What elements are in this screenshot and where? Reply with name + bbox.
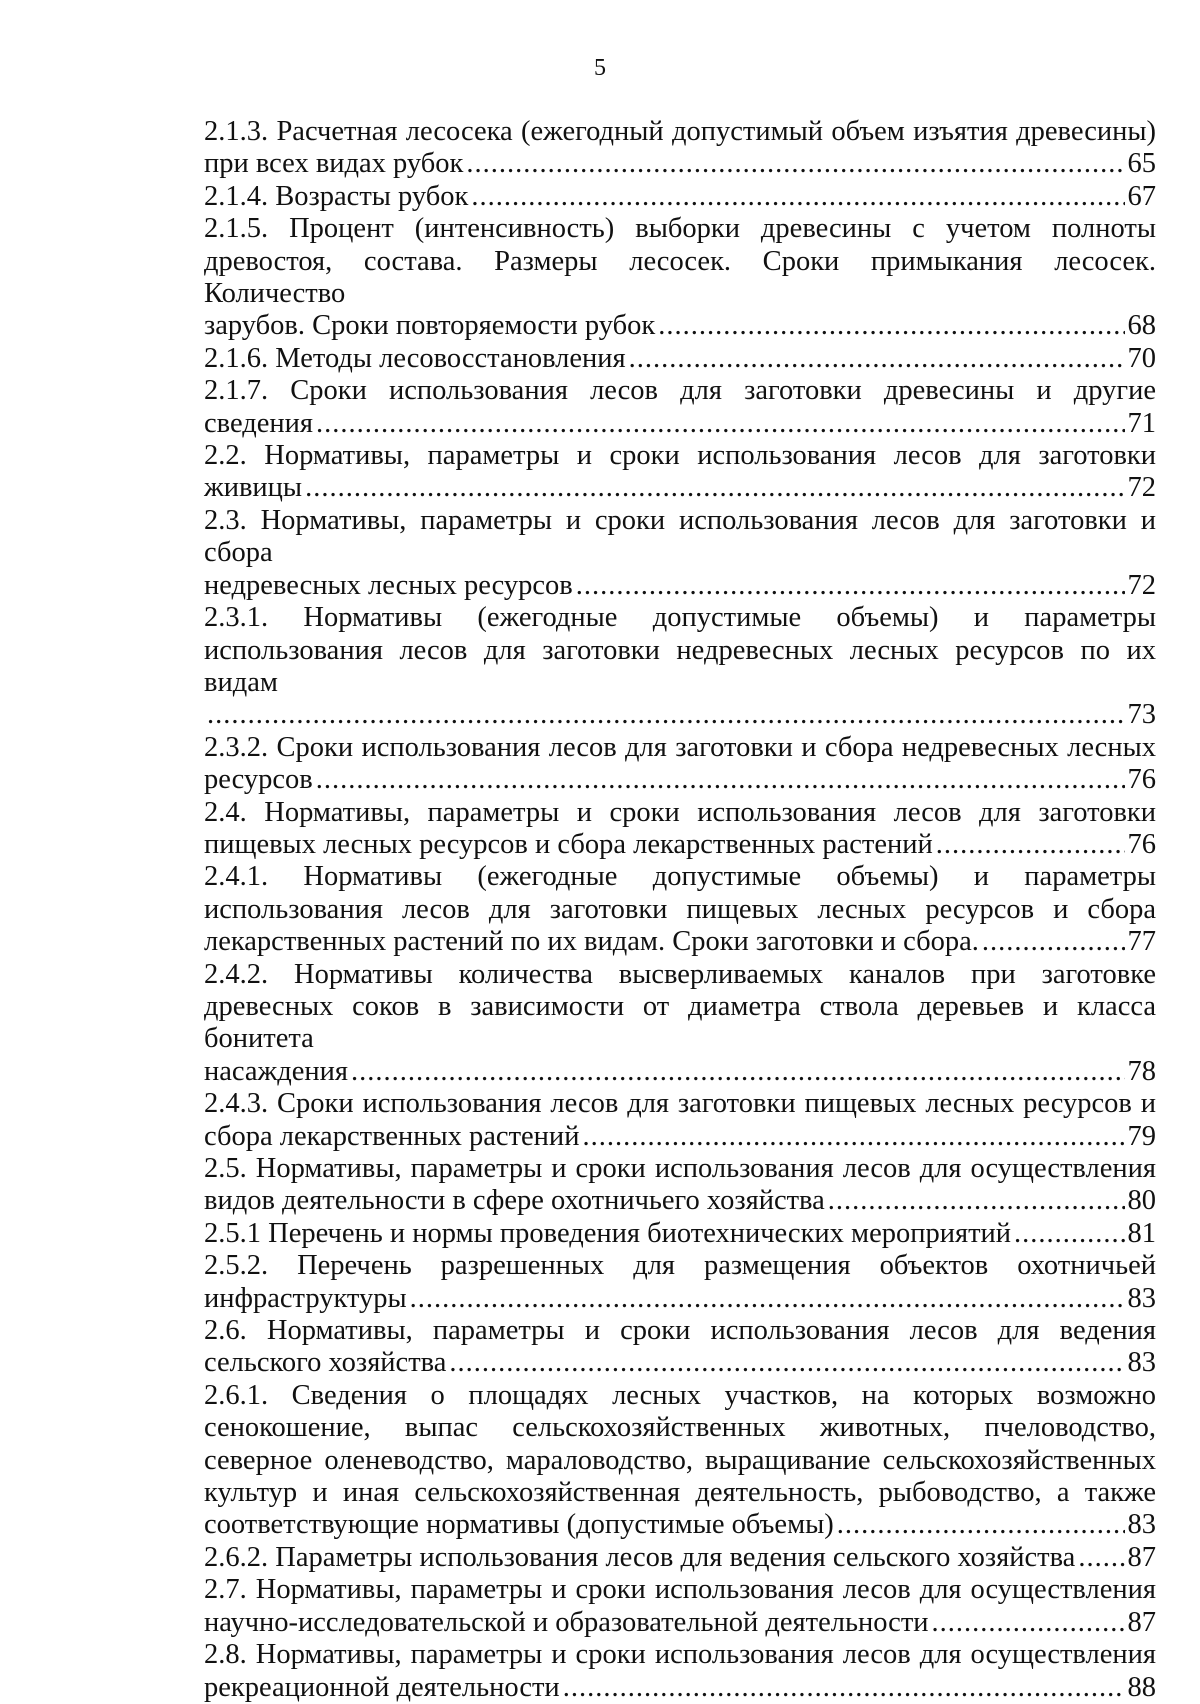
toc-page-number: 72 bbox=[1127, 472, 1156, 504]
dot-leader bbox=[582, 1121, 1124, 1153]
toc-entry-title: соответствующие нормативы (допустимые объемы) bbox=[204, 1509, 834, 1541]
toc-entry-line: 2.3.1. Нормативы (ежегодные допустимые объемы) и параметры bbox=[204, 602, 1156, 634]
toc-page-number: 83 bbox=[1127, 1347, 1156, 1379]
toc-entry-leader-line bbox=[204, 1347, 1156, 1379]
toc-entry[interactable] bbox=[204, 1218, 1156, 1250]
toc-entry-line: 2.4.2. Нормативы количества высверливаемых каналов при заготовке bbox=[204, 958, 1156, 990]
toc-entry-leader-line bbox=[204, 699, 1156, 731]
toc-page-number: 87 bbox=[1127, 1541, 1156, 1573]
toc-page-number: 67 bbox=[1127, 180, 1156, 212]
toc-entry[interactable] bbox=[204, 861, 1156, 958]
toc-entry[interactable] bbox=[204, 1088, 1156, 1153]
dot-leader bbox=[1014, 1218, 1124, 1250]
toc-page-number: 79 bbox=[1127, 1120, 1156, 1152]
toc-entry-line: 2.6. Нормативы, параметры и сроки использования лесов для ведения bbox=[204, 1315, 1156, 1347]
toc-entry-line: древостоя, состава. Размеры лесосек. Сроки примыкания лесосек. Количество bbox=[204, 245, 1156, 310]
toc-entry-line: 2.1.7. Сроки использования лесов для заготовки древесины и другие bbox=[204, 375, 1156, 407]
toc-entry-title: при всех видах рубок bbox=[204, 148, 464, 180]
toc-entry-leader-line bbox=[204, 408, 1156, 440]
toc-entry-leader-line bbox=[204, 829, 1156, 861]
toc-page-number: 70 bbox=[1127, 342, 1156, 374]
dot-leader bbox=[305, 472, 1124, 504]
dot-leader bbox=[351, 1056, 1124, 1088]
toc-entry-title: научно-исследовательской и образовательной деятельности bbox=[204, 1606, 929, 1638]
toc-entry-leader-line bbox=[204, 181, 1156, 213]
toc-entry[interactable] bbox=[204, 1315, 1156, 1380]
toc-entry-title: 2.1.4. Возрасты рубок bbox=[204, 180, 469, 212]
toc-entry[interactable] bbox=[204, 1250, 1156, 1315]
toc-entry-line: культур и иная сельскохозяйственная деятельность, рыбоводство, а также bbox=[204, 1477, 1156, 1509]
dot-leader bbox=[449, 1347, 1124, 1379]
toc-entry-line: древесных соков в зависимости от диаметра ствола деревьев и класса бонитета bbox=[204, 990, 1156, 1055]
toc-entry[interactable] bbox=[204, 440, 1156, 505]
toc-page-number: 76 bbox=[1127, 764, 1156, 796]
dot-leader bbox=[982, 926, 1125, 958]
toc-entry-title: живицы bbox=[204, 472, 303, 504]
toc-entry-line: использования лесов для заготовки недревесных лесных ресурсов по их видам bbox=[204, 634, 1156, 698]
toc-page-number: 83 bbox=[1127, 1509, 1156, 1541]
toc-entry-line: 2.3. Нормативы, параметры и сроки использования лесов для заготовки и сбора bbox=[204, 504, 1156, 569]
toc-entry-line: 2.7. Нормативы, параметры и сроки использования лесов для осуществления bbox=[204, 1574, 1156, 1606]
toc-entry-leader-line bbox=[204, 1056, 1156, 1088]
toc-page-number: 83 bbox=[1127, 1282, 1156, 1314]
toc-entry-line: 2.2. Нормативы, параметры и сроки использования лесов для заготовки bbox=[204, 440, 1156, 472]
toc-entry[interactable] bbox=[204, 1639, 1156, 1704]
toc-entry-title: 2.1.6. Методы лесовосстановления bbox=[204, 342, 626, 374]
toc-entry-leader-line bbox=[204, 1607, 1156, 1639]
toc-entry[interactable] bbox=[204, 732, 1156, 797]
toc-entry-line: 2.4.3. Сроки использования лесов для заготовки пищевых лесных ресурсов и bbox=[204, 1088, 1156, 1120]
toc-entry[interactable] bbox=[204, 1574, 1156, 1639]
toc-entry-leader-line bbox=[204, 1509, 1156, 1541]
toc-entry-leader-line bbox=[204, 926, 1156, 958]
dot-leader bbox=[466, 148, 1124, 180]
toc-page-number: 81 bbox=[1127, 1217, 1156, 1249]
toc-entry-title: инфраструктуры bbox=[204, 1282, 407, 1314]
toc-entry-leader-line bbox=[204, 1121, 1156, 1153]
toc-entry-leader-line bbox=[204, 1672, 1156, 1704]
toc-entry-title: насаждения bbox=[204, 1055, 349, 1087]
toc-entry-line: 2.3.2. Сроки использования лесов для заготовки и сбора недревесных лесных bbox=[204, 731, 1156, 763]
toc-entry[interactable] bbox=[204, 375, 1156, 440]
toc-entry-line: 2.1.3. Расчетная лесосека (ежегодный допустимый объем изъятия древесины) bbox=[204, 116, 1156, 147]
toc-entry-line: 2.4.1. Нормативы (ежегодные допустимые объемы) и параметры bbox=[204, 861, 1156, 893]
toc-entry-line: использования лесов для заготовки пищевых лесных ресурсов и сбора bbox=[204, 893, 1156, 925]
toc-page-number: 88 bbox=[1127, 1671, 1156, 1703]
toc-entry-leader-line bbox=[204, 1185, 1156, 1217]
toc-entry[interactable] bbox=[204, 1380, 1156, 1542]
toc-entry-title: ресурсов bbox=[204, 764, 313, 796]
toc-entry-leader-line bbox=[204, 148, 1156, 180]
toc-entry[interactable] bbox=[204, 181, 1156, 213]
toc-entry-line: 2.5.2. Перечень разрешенных для размещения объектов охотничьей bbox=[204, 1250, 1156, 1282]
toc-entry-title: сбора лекарственных растений bbox=[204, 1120, 580, 1152]
dot-leader bbox=[1078, 1542, 1124, 1574]
dot-leader bbox=[932, 1607, 1125, 1639]
toc-entry-leader-line bbox=[204, 1542, 1156, 1574]
toc-page-number: 68 bbox=[1127, 310, 1156, 342]
toc-page-number: 73 bbox=[1127, 699, 1156, 731]
toc-page-number: 87 bbox=[1127, 1606, 1156, 1638]
toc-entry[interactable] bbox=[204, 505, 1156, 602]
toc-entry-leader-line bbox=[204, 1218, 1156, 1250]
toc-page-number: 77 bbox=[1127, 926, 1156, 958]
dot-leader bbox=[837, 1509, 1125, 1541]
toc-entry-title: пищевых лесных ресурсов и сбора лекарственных растений bbox=[204, 828, 933, 860]
toc-entry-leader-line bbox=[204, 570, 1156, 602]
dot-leader bbox=[828, 1185, 1125, 1217]
toc-page-number: 65 bbox=[1127, 148, 1156, 180]
toc-entry-title: 2.6.2. Параметры использования лесов для ведения сельского хозяйства bbox=[204, 1541, 1076, 1573]
toc-entry-title: лекарственных растений по их видам. Сроки заготовки и сбора. bbox=[204, 926, 979, 958]
dot-leader bbox=[316, 764, 1125, 796]
dot-leader bbox=[471, 181, 1124, 213]
toc-entry-leader-line bbox=[204, 343, 1156, 375]
toc-entry[interactable] bbox=[204, 959, 1156, 1089]
toc-entry-leader-line bbox=[204, 310, 1156, 342]
toc-entry[interactable] bbox=[204, 1542, 1156, 1574]
toc-entry[interactable] bbox=[204, 116, 1156, 181]
toc-page-number: 80 bbox=[1127, 1185, 1156, 1217]
toc-entry-line: 2.5. Нормативы, параметры и сроки использования лесов для осуществления bbox=[204, 1153, 1156, 1184]
toc-entry-leader-line bbox=[204, 1283, 1156, 1315]
toc-page-number: 71 bbox=[1127, 407, 1156, 439]
toc-entry-title: рекреационной деятельности bbox=[204, 1671, 560, 1703]
toc-entry-line: сенокошение, выпас сельскохозяйственных животных, пчеловодство, bbox=[204, 1412, 1156, 1444]
dot-leader bbox=[658, 310, 1124, 342]
toc-entry[interactable] bbox=[204, 797, 1156, 862]
toc-entry[interactable] bbox=[204, 602, 1156, 732]
toc-entry-line: 2.1.5. Процент (интенсивность) выборки древесины с учетом полноты bbox=[204, 213, 1156, 245]
toc-entry-title: недревесных лесных ресурсов bbox=[204, 569, 573, 601]
toc-entry-title: видов деятельности в сфере охотничьего хозяйства bbox=[204, 1185, 825, 1217]
dot-leader bbox=[563, 1672, 1125, 1704]
toc-entry-title: зарубов. Сроки повторяемости рубок bbox=[204, 310, 656, 342]
toc-entry-leader-line bbox=[204, 472, 1156, 504]
toc-entry-title: сведения bbox=[204, 407, 313, 439]
dot-leader bbox=[410, 1283, 1125, 1315]
toc-entry-title: сельского хозяйства bbox=[204, 1347, 447, 1379]
dot-leader bbox=[936, 829, 1125, 861]
toc-page-number: 76 bbox=[1127, 828, 1156, 860]
toc-entry-line: северное оленеводство, мараловодство, выращивание сельскохозяйственных bbox=[204, 1444, 1156, 1476]
toc-page-number: 78 bbox=[1127, 1055, 1156, 1087]
page-number: 5 bbox=[594, 55, 606, 81]
dot-leader bbox=[316, 408, 1125, 440]
dot-leader bbox=[207, 699, 1125, 731]
toc-entry[interactable] bbox=[204, 343, 1156, 375]
toc-entry-leader-line bbox=[204, 764, 1156, 796]
dot-leader bbox=[576, 570, 1125, 602]
table-of-contents bbox=[204, 116, 1156, 1704]
toc-entry[interactable] bbox=[204, 213, 1156, 343]
toc-entry-line: 2.4. Нормативы, параметры и сроки использования лесов для заготовки bbox=[204, 796, 1156, 828]
toc-entry-title: 2.5.1 Перечень и нормы проведения биотехнических мероприятий bbox=[204, 1217, 1012, 1249]
toc-page-number: 72 bbox=[1127, 569, 1156, 601]
toc-entry-line: 2.8. Нормативы, параметры и сроки использования лесов для осуществления bbox=[204, 1639, 1156, 1671]
dot-leader bbox=[629, 343, 1125, 375]
toc-entry[interactable] bbox=[204, 1153, 1156, 1218]
toc-entry-line: 2.6.1. Сведения о площадях лесных участков, на которых возможно bbox=[204, 1379, 1156, 1411]
